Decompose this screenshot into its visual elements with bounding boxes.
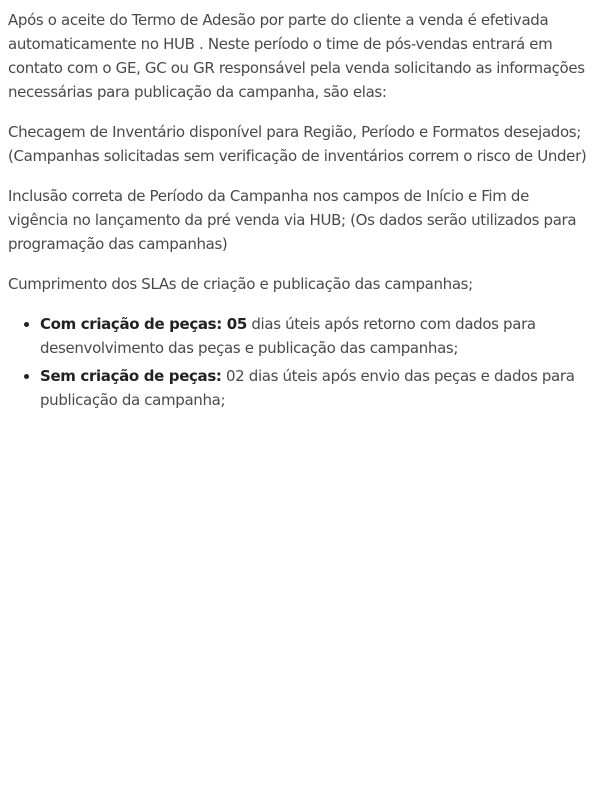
- sla-paragraph: Cumprimento dos SLAs de criação e publicação das campanhas;: [8, 275, 473, 293]
- inventory-check-paragraph: Checagem de Inventário disponível para Região, Período e Formatos desejados; (Campanhas solicitadas sem verificação de inventários correm o risco de Under): [8, 123, 587, 165]
- campaign-period-paragraph: Inclusão correta de Período da Campanha nos campos de Início e Fim de vigência no lançamento da pré venda via HUB; (Os dados serão utilizados para programação das campanhas): [8, 187, 577, 253]
- list-item-text: 02 dias úteis após envio das peças e dados para publicação da campanha;: [40, 367, 575, 409]
- sla-list: [8, 312, 592, 412]
- list-item: [40, 364, 592, 412]
- list-item: [40, 312, 592, 360]
- intro-paragraph: Após o aceite do Termo de Adesão por parte do cliente a venda é efetivada automaticamente no HUB . Neste período o time de pós-vendas entrará em contato com o GE, GC ou GR responsável pela venda solicitando as informações necessárias para publicação da campanha, são elas:: [8, 11, 585, 101]
- list-item-bold: Com criação de peças: 05: [40, 315, 247, 333]
- list-item-text: dias úteis após retorno com dados para desenvolvimento das peças e publicação das campanhas;: [40, 315, 536, 357]
- list-item-bold: Sem criação de peças:: [40, 367, 222, 385]
